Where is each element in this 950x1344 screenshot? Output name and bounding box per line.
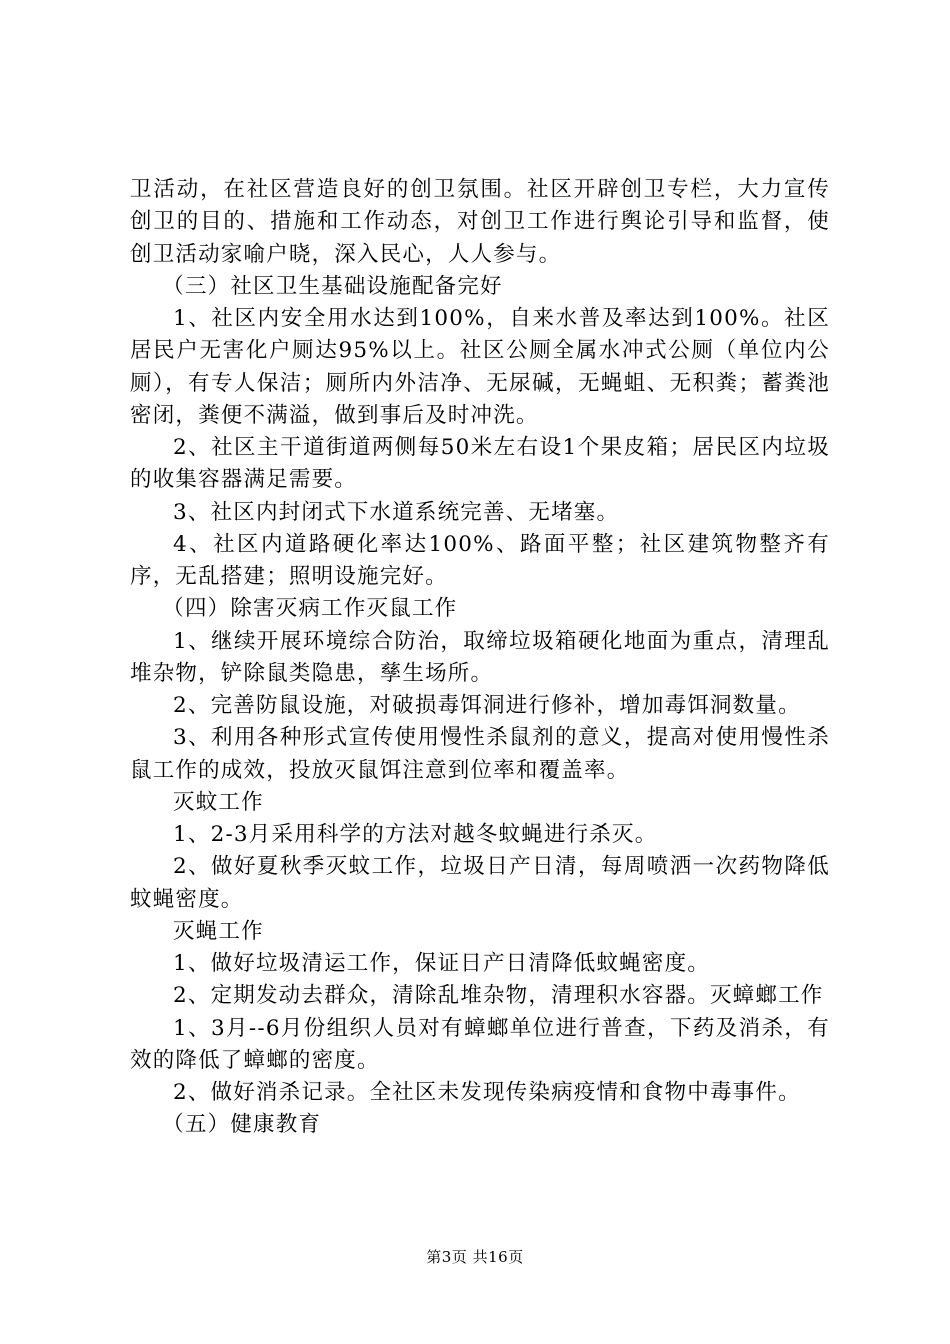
paragraph-15: 2、定期发动去群众，清除乱堆杂物，清理积水容器。灭蟑螂工作 [173, 983, 824, 1009]
paragraph-8: 2、完善防鼠设施，对破损毒饵洞进行修补，增加毒饵洞数量。 [173, 693, 801, 718]
paragraph-14: 1、做好垃圾清运工作，保证日产日清降低蚊蝇密度。 [173, 951, 710, 976]
paragraph-7: 1、继续开展环境综合防治，取缔垃圾箱硬化地面为重点，清理乱堆杂物，铲除鼠类隐患，孳生场所。 [130, 628, 830, 686]
subheading-mosquito: 灭蚊工作 [173, 789, 264, 815]
section-heading-5: （五）健康教育 [162, 1112, 322, 1138]
paragraph-3: 2、社区主干道街道两侧每50米左右设1个果皮箱；居民区内垃圾的收集容器满足需要。 [130, 435, 830, 493]
document-body [130, 174, 830, 1142]
section-heading-4: （四）除害灭病工作灭鼠工作 [162, 596, 458, 622]
paragraph-5: 4、社区内道路硬化率达100%、路面平整；社区建筑物整齐有序，无乱搭建；照明设施完好。 [130, 531, 830, 589]
paragraph-12: 2、做好夏秋季灭蚊工作，垃圾日产日清，每周喷洒一次药物降低蚊蝇密度。 [130, 854, 830, 912]
paragraph-0: 卫活动，在社区营造良好的创卫氛围。社区开辟创卫专栏，大力宣传创卫的目的、措施和工作动态，对创卫工作进行舆论引导和监督，使创卫活动家喻户晓，深入民心，人人参与。 [130, 177, 830, 267]
subheading-fly: 灭蝇工作 [173, 918, 264, 944]
paragraph-17: 2、做好消杀记录。全社区未发现传染病疫情和食物中毒事件。 [173, 1080, 801, 1105]
paragraph-2: 1、社区内安全用水达到100%，自来水普及率达到100%。社区居民户无害化户厕达95%以上。社区公厕全属水冲式公厕（单位内公厕），有专人保洁；厕所内外洁净、无尿碱，无蝇蛆、无积粪；蓄粪池密闭，粪便不满溢，做到事后及时冲洗。 [130, 306, 830, 428]
paragraph-11: 1、2-3月采用科学的方法对越冬蚊蝇进行杀灭。 [173, 822, 658, 847]
paragraph-4: 3、社区内封闭式下水道系统完善、无堵塞。 [173, 499, 620, 525]
section-heading-3: （三）社区卫生基础设施配备完好 [162, 273, 503, 299]
paragraph-9: 3、利用各种形式宣传使用慢性杀鼠剂的意义，提高对使用慢性杀鼠工作的成效，投放灭鼠饵注意到位率和覆盖率。 [130, 725, 830, 783]
page-number-footer: 第3页 共16页 [426, 1248, 524, 1266]
paragraph-16: 1、3月--6月份组织人员对有蟑螂单位进行普查，下药及消杀，有效的降低了蟑螂的密度。 [130, 1015, 830, 1073]
